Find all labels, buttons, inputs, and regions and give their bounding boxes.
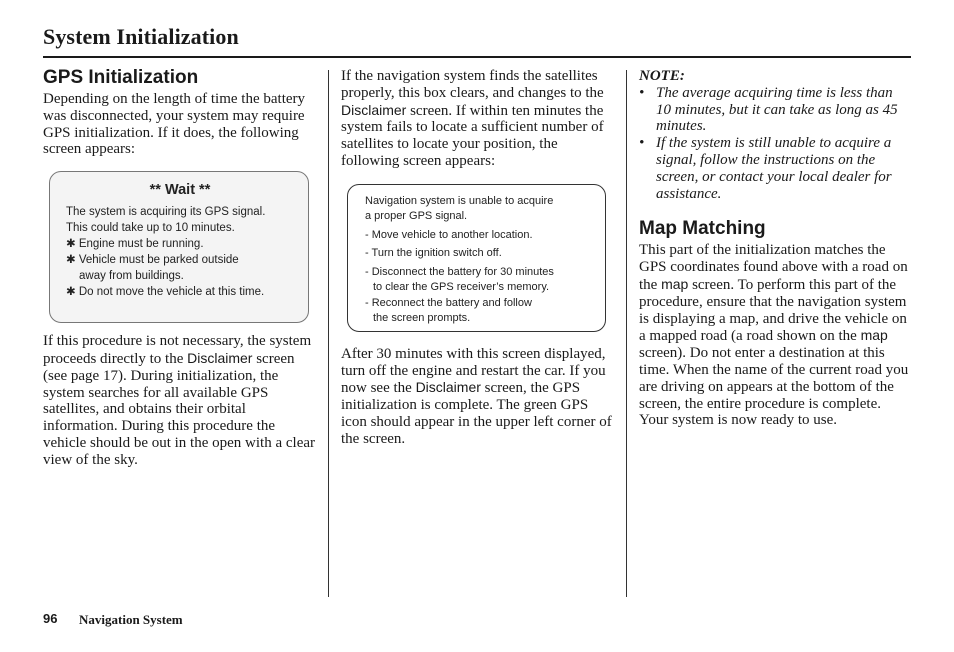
wait-screen-bullet: ✱ Do not move the vehicle at this time. (66, 286, 265, 299)
column-divider-2 (626, 70, 627, 597)
map-term: map (860, 327, 888, 344)
note-item: • The average acquiring time is less than 10 minutes, but it can take as long as 45 minutes. (639, 84, 898, 135)
unable-screen-item: - Disconnect the battery for 30 minutes (365, 265, 554, 278)
map-matching-heading: Map Matching (639, 218, 766, 240)
gps-intro-paragraph: Depending on the length of time the battery was disconnected, your system may require GPS initialization. If it does, the following screen appears: (43, 91, 306, 158)
asterisk-icon: ✱ (66, 254, 79, 267)
unable-screen-item: - Reconnect the battery and follow (365, 296, 532, 309)
title-rule (43, 56, 911, 58)
note-label: NOTE: (639, 68, 685, 84)
unable-screen-line: a proper GPS signal. (365, 210, 468, 223)
unable-screen-illustration (347, 184, 606, 332)
bullet-icon: • (639, 135, 645, 152)
disclaimer-term: Disclaimer (187, 349, 253, 366)
map-term: map (661, 275, 689, 292)
unable-screen-line: Navigation system is unable to acquire (365, 194, 554, 207)
asterisk-icon: ✱ (66, 286, 79, 299)
note-item: • If the system is still unable to acquire a signal, follow the instructions on the screen, or contact your local dealer for assistance. (639, 135, 892, 202)
disclaimer-term: Disclaimer (341, 101, 407, 118)
unable-screen-item: - Turn the ignition switch off. (365, 247, 502, 260)
unable-screen-item: - Move vehicle to another location. (365, 228, 533, 241)
wait-screen-line: away from buildings. (79, 270, 184, 283)
wait-screen-bullet: ✱ Vehicle must be parked outside (66, 254, 239, 267)
column-3 (639, 68, 911, 429)
column-2 (341, 68, 613, 448)
procedure-paragraph: If this procedure is not necessary, the system proceeds directly to the Disclaimer screen (see page 17). During initialization, the system searches for all available GPS satellites, and obtains their orbital information. During this procedure the vehicle should be out in the open with a clear view of the sky. (43, 333, 315, 468)
wait-screen-line: This could take up to 10 minutes. (66, 222, 235, 235)
wait-screen-line: The system is acquiring its GPS signal. (66, 206, 266, 219)
page-title: System Initialization (43, 24, 239, 49)
unable-screen-item: the screen prompts. (373, 312, 471, 325)
satellites-paragraph: If the navigation system finds the satellites properly, this box clears, and changes to the Disclaimer screen. If within ten minutes the system fails to locate a sufficient number of satellites to locate your position, the following screen appears: (341, 68, 604, 169)
wait-screen-title: ** Wait ** (149, 182, 211, 199)
wait-screen-bullet: ✱ Engine must be running. (66, 238, 204, 251)
bullet-icon: • (639, 84, 645, 101)
footer-label: Navigation System (79, 612, 183, 627)
page-number: 96 (43, 611, 58, 626)
wait-screen-illustration (49, 171, 309, 323)
gps-initialization-heading: GPS Initialization (43, 67, 199, 88)
unable-screen-item: to clear the GPS receiver’s memory. (373, 281, 550, 294)
disclaimer-term: Disclaimer (415, 379, 481, 396)
restart-paragraph: After 30 minutes with this screen displayed, turn off the engine and restart the car. If you now see the Disclaimer screen, the GPS initialization is complete. The green GPS icon should appear in the upper left corner of the screen. (341, 345, 612, 447)
asterisk-icon: ✱ (66, 238, 79, 251)
column-divider-1 (328, 70, 329, 597)
column-1 (43, 67, 315, 469)
map-matching-paragraph: This part of the initialization matches the GPS coordinates found above with a road on the map screen. To perform this part of the procedure, ensure that the navigation system is displaying a map, and drive the vehicle on a mapped road (a road shown on the map screen). Do not enter a destination at this time. When the name of the current road you are driving on appears at the bottom of the screen, the entire procedure is complete. Your system is now ready to use. (639, 242, 909, 429)
